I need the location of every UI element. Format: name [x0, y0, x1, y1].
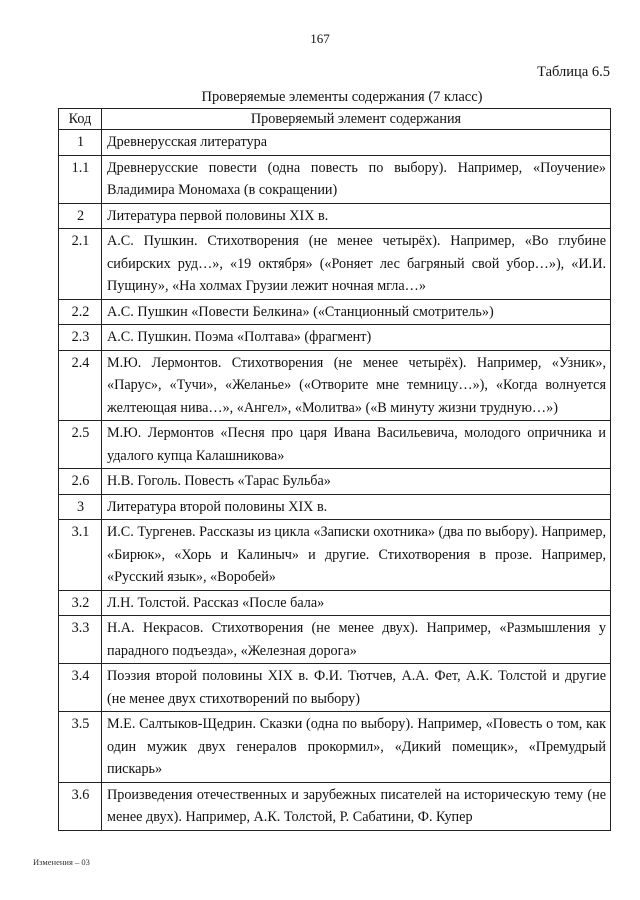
table-row: [59, 520, 611, 591]
row-text: Литература первой половины XIX в.: [102, 203, 611, 229]
row-text: А.С. Пушкин. Поэма «Полтава» (фрагмент): [102, 325, 611, 351]
row-code: 2.4: [59, 350, 102, 421]
table-row: [59, 421, 611, 469]
revision-footer: Изменения – 03: [33, 857, 90, 867]
table-row: [59, 590, 611, 616]
row-code: 3.3: [59, 616, 102, 664]
row-code: 3.2: [59, 590, 102, 616]
row-text: М.Е. Салтыков-Щедрин. Сказки (одна по выбору). Например, «Повесть о том, как один мужик двух генералов прокормил», «Дикий помещик», «Премудрый пискарь»: [102, 712, 611, 783]
table-row: [59, 203, 611, 229]
header-code: Код: [59, 109, 102, 130]
row-text: М.Ю. Лермонтов. Стихотворения (не менее четырёх). Например, «Узник», «Парус», «Тучи», «Желанье» («Отворите мне темницу…»), «Когда волнуется желтеющая нива…», «Ангел», «Молитва» («В минуту жизни трудную…»): [102, 350, 611, 421]
content-elements-table: [58, 108, 611, 831]
row-code: 2.2: [59, 299, 102, 325]
row-text: Л.Н. Толстой. Рассказ «После бала»: [102, 590, 611, 616]
row-text: М.Ю. Лермонтов «Песня про царя Ивана Васильевича, молодого опричника и удалого купца Калашникова»: [102, 421, 611, 469]
table-row: [59, 494, 611, 520]
row-code: 3: [59, 494, 102, 520]
table-row: [59, 299, 611, 325]
table-row: [59, 616, 611, 664]
table-row: [59, 350, 611, 421]
row-code: 3.6: [59, 782, 102, 830]
header-element: Проверяемый элемент содержания: [102, 109, 611, 130]
row-text: А.С. Пушкин. Стихотворения (не менее четырёх). Например, «Во глубине сибирских руд…», «19 октября» («Роняет лес багряный свой убор…»), «И.И. Пущину», «На холмах Грузии лежит ночная мгла…»: [102, 229, 611, 300]
row-code: 2.6: [59, 469, 102, 495]
row-code: 1.1: [59, 155, 102, 203]
row-code: 2.5: [59, 421, 102, 469]
row-text: Н.А. Некрасов. Стихотворения (не менее двух). Например, «Размышления у парадного подъезда», «Железная дорога»: [102, 616, 611, 664]
row-code: 2: [59, 203, 102, 229]
row-text: Н.В. Гоголь. Повесть «Тарас Бульба»: [102, 469, 611, 495]
page-number: 167: [310, 31, 330, 46]
table-row: [59, 664, 611, 712]
table-header-row: [59, 109, 611, 130]
row-text: Древнерусские повести (одна повесть по выбору). Например, «Поучение» Владимира Мономаха (в сокращении): [102, 155, 611, 203]
row-text: И.С. Тургенев. Рассказы из цикла «Записки охотника» (два по выбору). Например, «Бирюк», «Хорь и Калиныч» и другие. Стихотворения в прозе. Например, «Русский язык», «Воробей»: [102, 520, 611, 591]
table-row: [59, 155, 611, 203]
table-label: Таблица 6.5: [537, 64, 610, 80]
table-title: Проверяемые элементы содержания (7 класс): [201, 89, 483, 105]
table-row: [59, 130, 611, 156]
row-text: А.С. Пушкин «Повести Белкина» («Станционный смотритель»): [102, 299, 611, 325]
row-code: 3.5: [59, 712, 102, 783]
table-row: [59, 782, 611, 830]
row-text: Литература второй половины XIX в.: [102, 494, 611, 520]
row-code: 3.1: [59, 520, 102, 591]
row-code: 1: [59, 130, 102, 156]
row-code: 2.3: [59, 325, 102, 351]
table-row: [59, 469, 611, 495]
table-row: [59, 229, 611, 300]
row-code: 3.4: [59, 664, 102, 712]
table-row: [59, 325, 611, 351]
row-text: Произведения отечественных и зарубежных писателей на историческую тему (не менее двух). Например, А.К. Толстой, Р. Сабатини, Ф. Купер: [102, 782, 611, 830]
row-text: Древнерусская литература: [102, 130, 611, 156]
row-text: Поэзия второй половины XIX в. Ф.И. Тютчев, А.А. Фет, А.К. Толстой и другие (не менее двух стихотворений по выбору): [102, 664, 611, 712]
table-row: [59, 712, 611, 783]
row-code: 2.1: [59, 229, 102, 300]
